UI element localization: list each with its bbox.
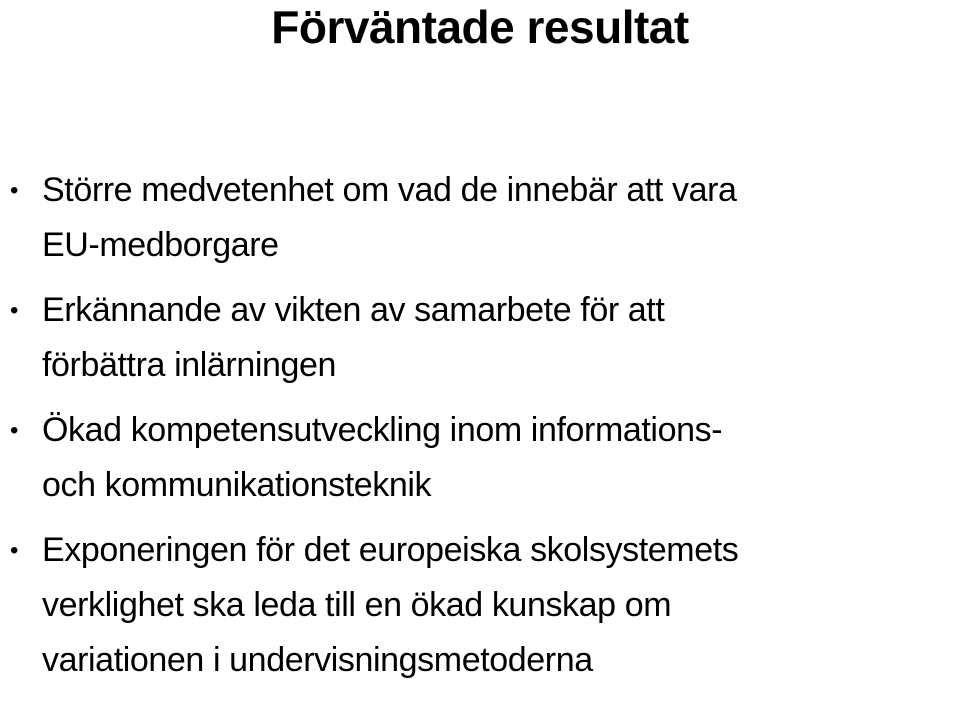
bullet-text-line: EU-medborgare <box>42 226 279 264</box>
bullet-item <box>0 403 960 513</box>
bullet-text-line: variationen i undervisningsmetoderna <box>42 641 593 679</box>
bullet-text-line: Större medvetenhet om vad de innebär att vara <box>42 171 737 209</box>
bullet-item <box>0 163 960 273</box>
bullet-icon: • <box>9 417 18 444</box>
bullet-text-line: och kommunikationsteknik <box>42 466 432 504</box>
bullet-text-line: förbättra inlärningen <box>42 346 337 384</box>
bullet-icon: • <box>9 177 18 204</box>
bullet-text-line: verklighet ska leda till en ökad kunskap om <box>42 586 672 624</box>
bullet-item <box>0 523 960 688</box>
bullet-icon: • <box>9 537 18 564</box>
bullet-item <box>0 283 960 393</box>
bullet-text-line: Erkännande av vikten av samarbete för att <box>42 291 665 329</box>
bullet-text-line: Exponeringen för det europeiska skolsystemets <box>42 531 739 569</box>
bullet-list <box>0 163 960 698</box>
slide-title: Förväntade resultat <box>271 1 689 53</box>
bullet-icon: • <box>9 297 18 324</box>
bullet-text-line: Ökad kompetensutveckling inom informations- <box>42 411 723 449</box>
